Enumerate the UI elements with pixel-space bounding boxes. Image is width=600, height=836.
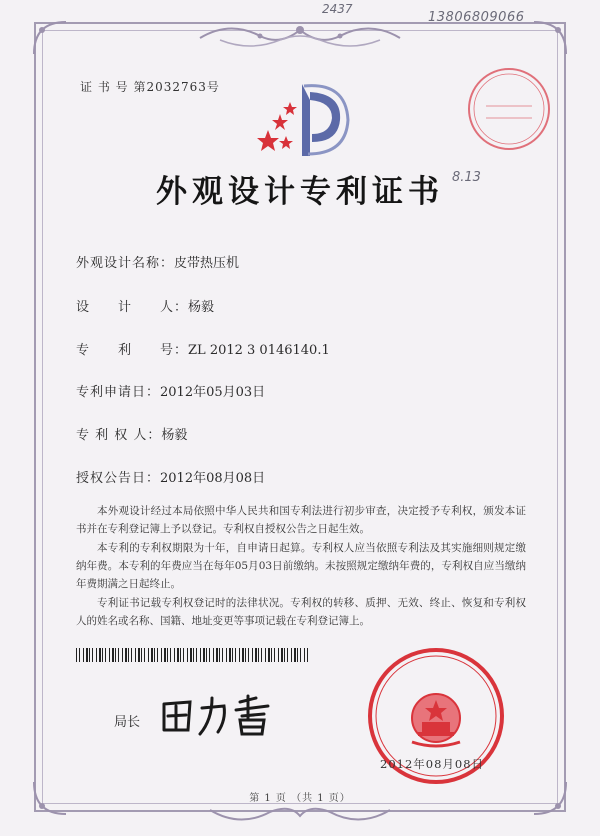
- barcode-bar: [128, 648, 129, 662]
- barcode-bar: [118, 648, 119, 662]
- barcode-bar: [248, 648, 249, 662]
- barcode-bar: [213, 648, 214, 662]
- patent-number-row: [76, 339, 330, 358]
- barcode-bar: [278, 648, 279, 662]
- filing-date-value: 2012年05月03日: [160, 385, 266, 400]
- barcode-bar: [154, 648, 155, 662]
- barcode-bar: [252, 648, 253, 662]
- barcode-bar: [297, 648, 298, 662]
- seal-date: 2012年08月08日: [380, 757, 485, 771]
- barcode-bar: [196, 648, 197, 662]
- barcode-bar: [232, 648, 233, 662]
- barcode-bar: [294, 648, 296, 662]
- barcode-bar: [209, 648, 210, 662]
- barcode-bar: [174, 648, 175, 662]
- agency-stamp-icon: [466, 66, 552, 152]
- bottom-ornament: [200, 800, 400, 830]
- body-paragraph: 本专利的专利权期限为十年，自申请日起算。专利权人应当依照专利法及其实施细则规定缴纳年费。本专利的年费应当在每年05月03日前缴纳。未按照规定缴纳年费的，专利权自应当缴纳年费期满之日起终止。: [76, 542, 526, 590]
- page-footer: 第 1 页 （共 1 页）: [249, 793, 351, 804]
- barcode-bar: [177, 648, 179, 662]
- barcode-bar: [222, 648, 223, 662]
- patent-holder-label: 专 利 权 人：: [76, 428, 162, 443]
- patent-holder-value: 杨毅: [161, 428, 188, 443]
- patent-holder-row: [76, 424, 187, 443]
- barcode-bar: [76, 648, 77, 662]
- barcode-bar: [226, 648, 227, 662]
- barcode-bar: [245, 648, 246, 662]
- filing-date-row: [76, 381, 265, 400]
- barcode-bar: [206, 648, 207, 662]
- barcode-bar: [307, 648, 308, 662]
- barcode-bar: [141, 648, 142, 662]
- design-name-value: 皮带热压机: [174, 256, 240, 271]
- corner-ornament-tr: [530, 18, 570, 58]
- barcode-bar: [284, 648, 285, 662]
- barcode-bar: [122, 648, 123, 662]
- top-ornament: [190, 18, 410, 58]
- barcode-bar: [135, 648, 136, 662]
- barcode-bar: [102, 648, 103, 662]
- barcode: [76, 648, 308, 662]
- barcode-bar: [112, 648, 114, 662]
- barcode-bar: [235, 648, 236, 662]
- certificate-number: 证 书 号 第2032763号: [80, 80, 220, 94]
- barcode-bar: [83, 648, 84, 662]
- director-signature: [156, 690, 286, 740]
- body-paragraph: 专利证书记载专利权登记时的法律状况。专利权的转移、质押、无效、终止、恢复和专利权人的姓名或名称、国籍、地址变更等事项记载在专利登记簿上。: [76, 597, 526, 627]
- barcode-bar: [281, 648, 283, 662]
- director-label: 局长: [114, 715, 141, 730]
- barcode-bar: [89, 648, 90, 662]
- design-name-row: [76, 252, 239, 271]
- body-paragraph: 本外观设计经过本局依照中华人民共和国专利法进行初步审查，决定授予专利权，颁发本证书并在专利登记簿上予以登记。专利权自授权公告之日起生效。: [76, 505, 526, 535]
- barcode-bar: [287, 648, 288, 662]
- barcode-bar: [164, 648, 166, 662]
- barcode-bar: [148, 648, 149, 662]
- barcode-bar: [183, 648, 184, 662]
- barcode-bar: [258, 648, 259, 662]
- barcode-bar: [239, 648, 240, 662]
- filing-date-label: 专利申请日：: [76, 385, 161, 400]
- barcode-bar: [96, 648, 97, 662]
- barcode-bar: [193, 648, 194, 662]
- barcode-bar: [138, 648, 140, 662]
- barcode-bar: [261, 648, 262, 662]
- barcode-bar: [144, 648, 145, 662]
- barcode-bar: [187, 648, 188, 662]
- barcode-bar: [300, 648, 301, 662]
- barcode-bar: [167, 648, 168, 662]
- barcode-bar: [180, 648, 181, 662]
- barcode-bar: [151, 648, 153, 662]
- barcode-bar: [242, 648, 244, 662]
- patent-number-label: 专 利 号：: [76, 343, 189, 358]
- design-name-label: 外观设计名称：: [76, 256, 175, 271]
- barcode-bar: [105, 648, 106, 662]
- barcode-bar: [161, 648, 162, 662]
- barcode-bar: [274, 648, 275, 662]
- patent-office-logo-icon: [250, 76, 356, 160]
- designer-value: 杨毅: [188, 300, 215, 315]
- grant-date-label: 授权公告日：: [76, 471, 161, 486]
- barcode-bar: [109, 648, 110, 662]
- barcode-bar: [131, 648, 132, 662]
- barcode-bar: [170, 648, 171, 662]
- handwritten-phone: 13806809066: [428, 10, 525, 25]
- barcode-bar: [229, 648, 231, 662]
- barcode-bar: [265, 648, 266, 662]
- certificate-body: [76, 502, 526, 631]
- grant-date-row: [76, 467, 265, 486]
- barcode-bar: [271, 648, 272, 662]
- designer-row: [76, 296, 214, 315]
- barcode-bar: [255, 648, 257, 662]
- barcode-bar: [219, 648, 220, 662]
- corner-ornament-tl: [30, 18, 70, 58]
- barcode-bar: [268, 648, 270, 662]
- barcode-bar: [99, 648, 101, 662]
- barcode-bar: [200, 648, 201, 662]
- designer-label: 设 计 人：: [76, 300, 189, 315]
- barcode-bar: [157, 648, 158, 662]
- barcode-bar: [291, 648, 292, 662]
- barcode-bar: [86, 648, 88, 662]
- grant-date-value: 2012年08月08日: [160, 471, 266, 486]
- handwritten-note-top: 2437: [322, 2, 353, 16]
- handwritten-side-note: 8.13: [452, 170, 481, 185]
- barcode-bar: [216, 648, 218, 662]
- barcode-bar: [79, 648, 80, 662]
- barcode-bar: [190, 648, 192, 662]
- certificate-title: 外观设计专利证书: [156, 174, 444, 210]
- barcode-bar: [125, 648, 127, 662]
- barcode-bar: [203, 648, 205, 662]
- patent-number-value: ZL 2012 3 0146140.1: [188, 343, 330, 358]
- barcode-bar: [92, 648, 93, 662]
- barcode-bar: [304, 648, 305, 662]
- barcode-bar: [115, 648, 116, 662]
